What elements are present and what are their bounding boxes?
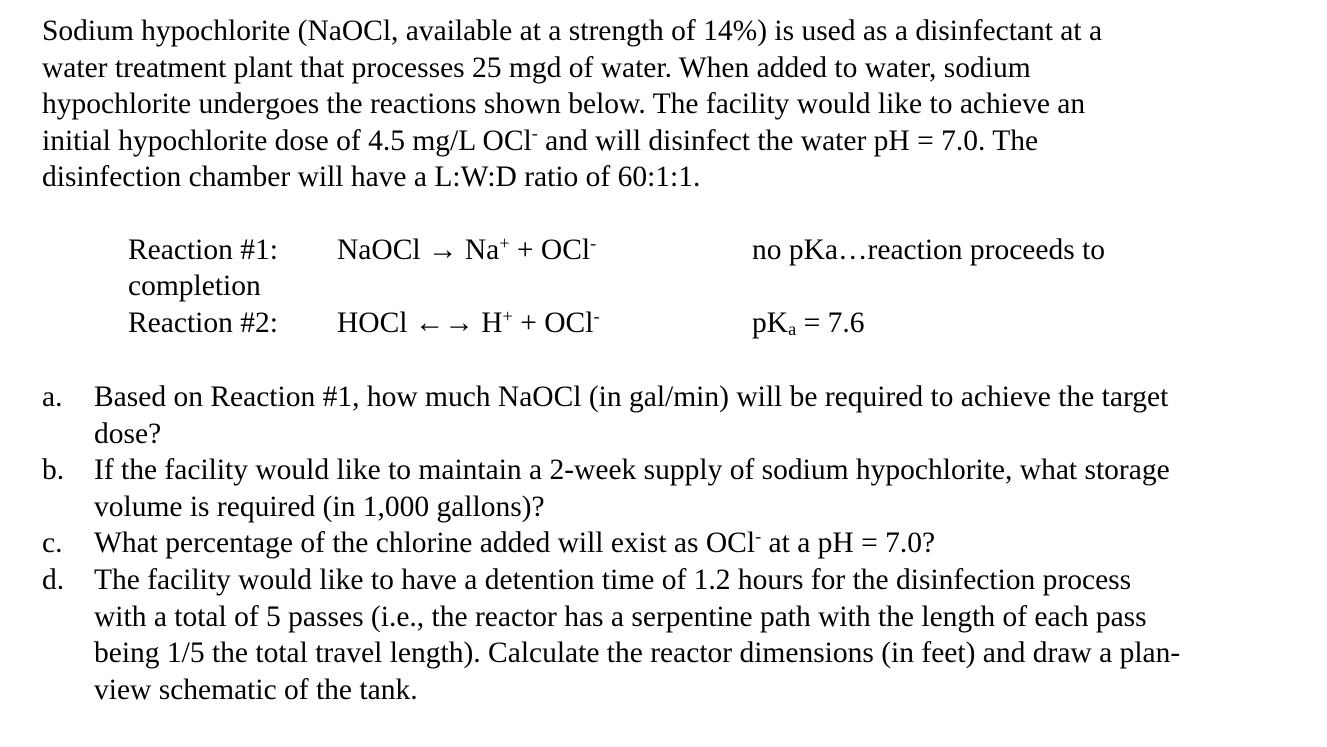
intro-line-2: water treatment plant that processes 25 mgd of water. When added to water, sodium — [42, 51, 1031, 84]
reaction-1-reactant: NaOCl — [337, 234, 421, 266]
question-b-letter: b. — [42, 454, 65, 486]
question-a-line-2: dose? — [94, 417, 162, 450]
reaction-1-note-continued: completion — [128, 270, 261, 302]
charge-superscript: - — [531, 123, 538, 144]
question-d-line-4: view schematic of the tank. — [94, 673, 418, 706]
question-d-line-1: The facility would like to have a detention time of 1.2 hours for the disinfection process — [94, 564, 1132, 596]
question-c-letter: c. — [42, 527, 63, 559]
intro-line-5: disinfection chamber will have a L:W:D ratio of 60:1:1. — [42, 161, 701, 193]
question-c-rest: at a pH = 7.0? — [761, 527, 936, 559]
question-c — [94, 525, 1304, 562]
intro-line-4 — [42, 123, 1302, 160]
question-d-line-2: with a total of 5 passes (i.e., the reactor has a serpentine path with the length of each pass — [94, 600, 1147, 633]
charge-superscript: - — [593, 305, 600, 326]
intro-line-4-rest: and will disinfect the water pH = 7.0. The — [537, 124, 1039, 157]
charge-superscript: + — [502, 305, 513, 326]
question-a-line-1: Based on Reaction #1, how much NaOCl (in gal/min) will be required to achieve the target — [94, 381, 1169, 413]
reaction-2-pka — [752, 305, 864, 342]
reaction-1-product-2: + OCl — [509, 234, 591, 266]
reaction-2-product-2: + OCl — [512, 307, 594, 339]
forward-arrow-icon: → — [427, 234, 458, 266]
question-a — [94, 379, 1304, 452]
reaction-2-product-1: H — [473, 307, 503, 339]
reaction-2-equation — [337, 305, 600, 342]
charge-superscript: - — [755, 525, 762, 546]
pka-value: = 7.6 — [796, 307, 865, 339]
charge-superscript: - — [590, 232, 597, 253]
intro-line-3: hypochlorite undergoes the reactions shown below. The facility would like to achieve an — [42, 88, 1086, 120]
question-b — [94, 452, 1304, 525]
charge-superscript: + — [499, 232, 510, 253]
reaction-1-equation — [337, 232, 596, 269]
question-b-line-1: If the facility would like to maintain a 2-week supply of sodium hypochlorite, what storage — [94, 454, 1170, 486]
question-d — [94, 562, 1304, 708]
question-a-letter: a. — [42, 381, 63, 413]
equilibrium-arrow-icon: ←→ — [414, 307, 474, 339]
pka-symbol: pK — [752, 307, 789, 339]
reaction-1-note: no pKa…reaction proceeds to — [752, 234, 1106, 266]
reaction-1-product-1: Na — [457, 234, 500, 266]
reaction-2-reactant: HOCl — [337, 307, 408, 339]
intro-line-4-text: initial hypochlorite dose of 4.5 mg/L OCl — [42, 124, 532, 157]
reaction-1-label: Reaction #1: — [128, 234, 278, 266]
reaction-2-label: Reaction #2: — [128, 307, 278, 339]
question-d-letter: d. — [42, 564, 65, 596]
question-c-text: What percentage of the chlorine added will exist as OCl — [94, 527, 756, 559]
question-d-line-3: being 1/5 the total travel length). Calculate the reactor dimensions (in feet) and draw a plan- — [94, 637, 1181, 669]
pka-subscript: a — [788, 318, 797, 339]
intro-paragraph — [42, 13, 1302, 196]
intro-line-1: Sodium hypochlorite (NaOCl, available at a strength of 14%) is used as a disinfectant at a — [42, 15, 1103, 47]
question-b-line-2: volume is required (in 1,000 gallons)? — [94, 490, 545, 523]
question-c-line-1 — [94, 525, 1304, 562]
